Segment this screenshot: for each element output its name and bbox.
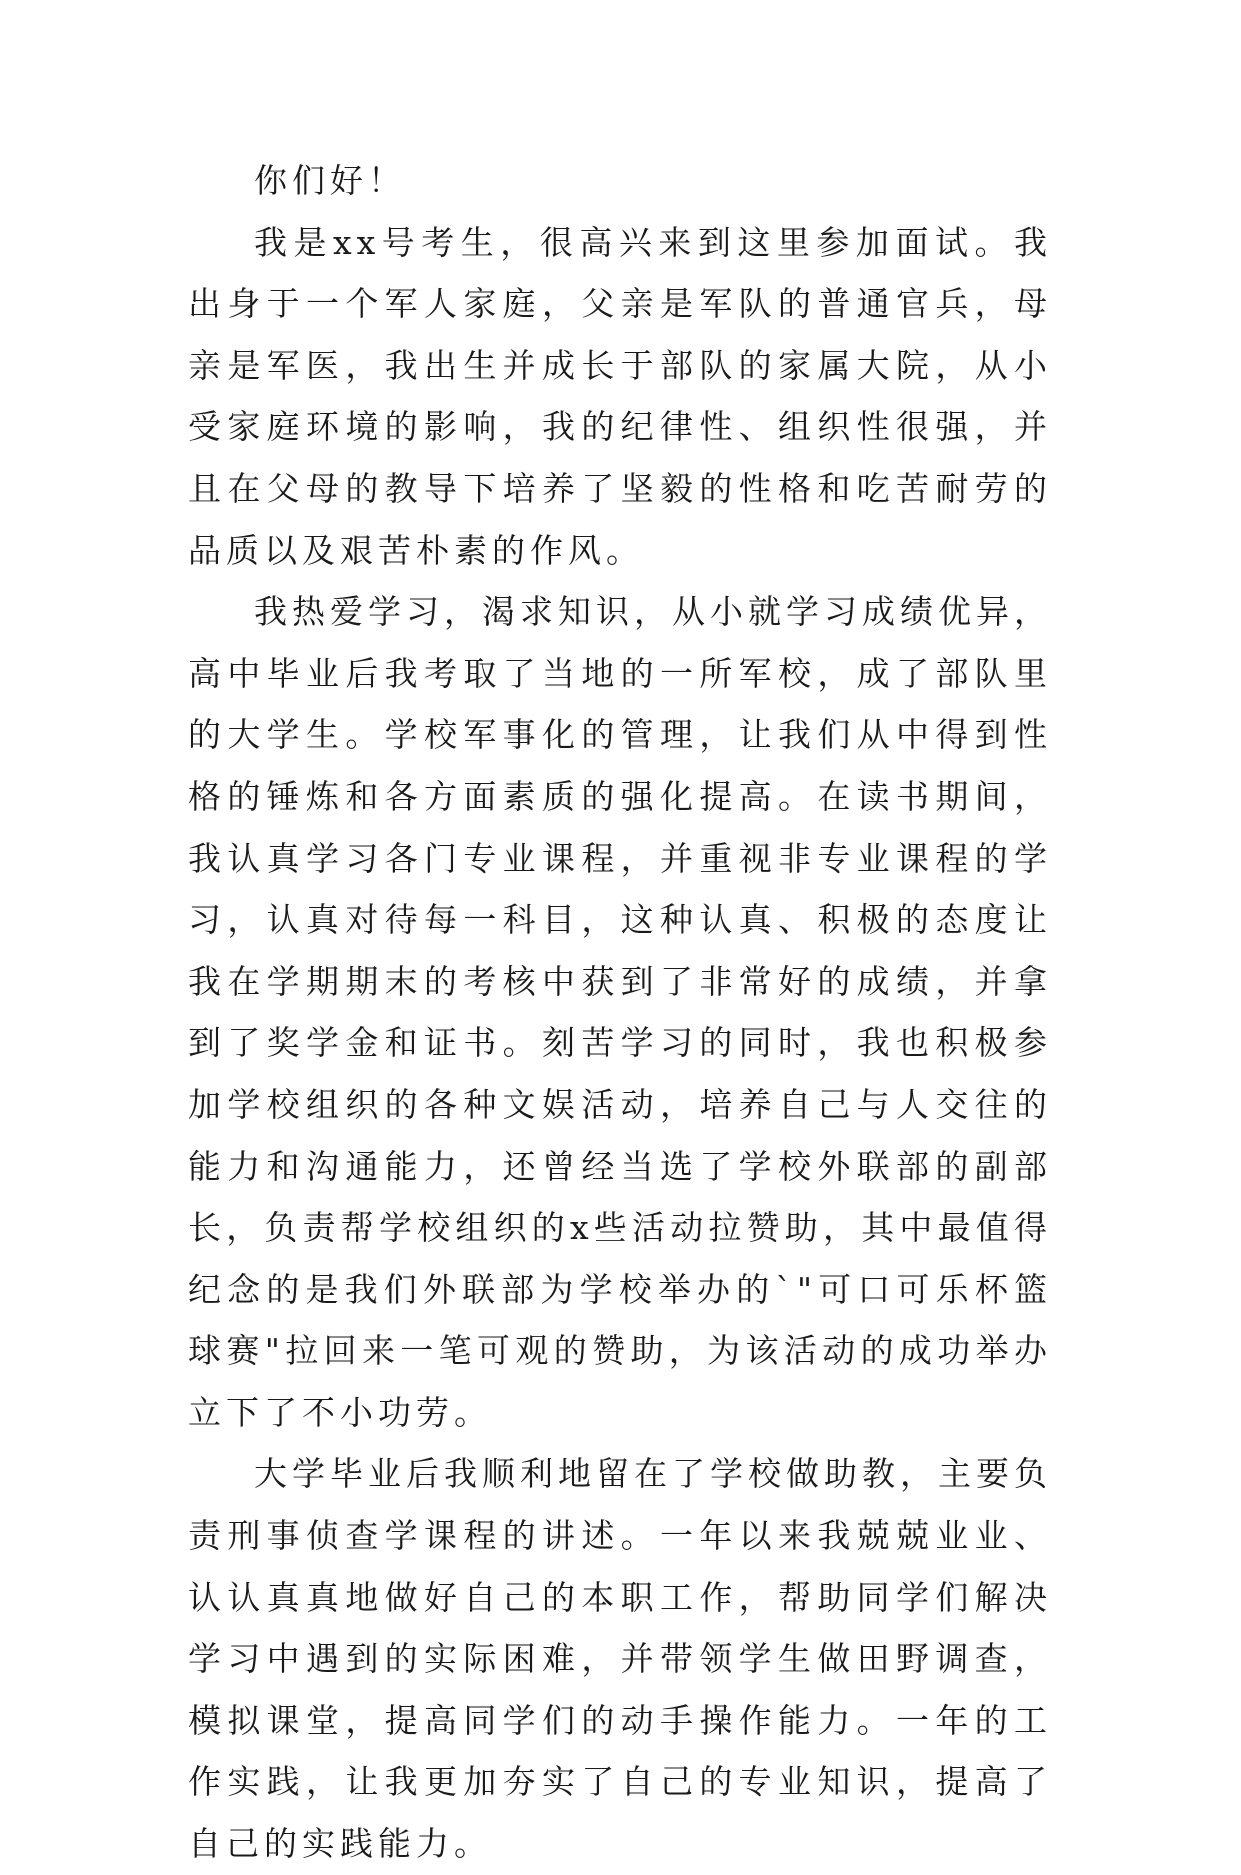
paragraph-2: 我热爱学习，渴求知识，从小就学习成绩优异，高中毕业后我考取了当地的一所军校，成了部队里的大学生。学校军事化的管理，让我们从中得到性格的锤炼和各方面素质的强化提高。在读书期间，我认真学习各门专业课程，并重视非专业课程的学习，认真对待每一科目，这种认真、积极的态度让我在学期期末的考核中获到了非常好的成绩，并拿到了奖学金和证书。刻苦学习的同时，我也积极参加学校组织的各种文娱活动，培养自己与人交往的能力和沟通能力，还曾经当选了学校外联部的副部长，负责帮学校组织的x些活动拉赞助，其中最值得纪念的是我们外联部为学校举办的`"可口可乐杯篮球赛"拉回来一笔可观的赞助，为该活动的成功举办立下了不小功劳。 (188, 592, 1052, 1432)
greeting: 你们好！ (254, 161, 406, 200)
paragraph-3: 大学毕业后我顺利地留在了学校做助教，主要负责刑事侦查学课程的讲述。一年以来我兢兢业业、认认真真地做好自己的本职工作，帮助同学们解决学习中遇到的实际困难，并带领学生做田野调查，模拟课堂，提高同学们的动手操作能力。一年的工作实践，让我更加夯实了自己的专业知识，提高了自己的实践能力。 (188, 1454, 1052, 1864)
paragraph-1: 我是xx号考生，很高兴来到这里参加面试。我出身于一个军人家庭，父亲是军队的普通官兵，母亲是军医，我出生并成长于部队的家属大院，从小受家庭环境的影响，我的纪律性、组织性很强，并且在父母的教导下培养了坚毅的性格和吃苦耐劳的品质以及艰苦朴素的作风。 (188, 222, 1052, 570)
document-body (188, 150, 1052, 1875)
